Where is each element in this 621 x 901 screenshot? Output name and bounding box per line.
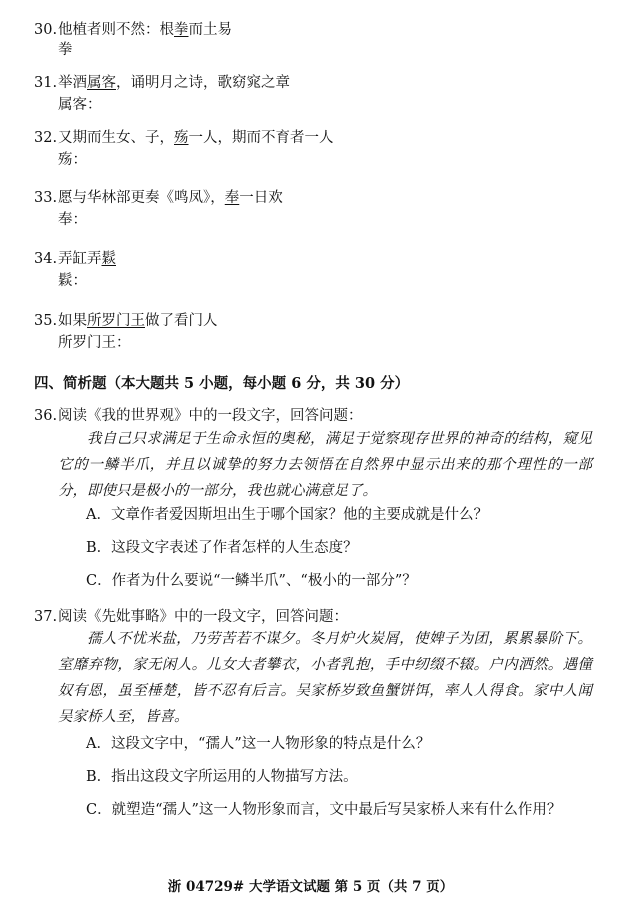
underlined-term: 殇 — [174, 130, 189, 146]
option-b: B．指出这段文字所运用的人物描写方法。 — [86, 769, 358, 785]
question-number: 37. — [34, 609, 58, 625]
question-number: 35. — [34, 313, 58, 329]
reading-passage: 我自己只求满足于生命永恒的奥秘，满足于觉察现存世界的神奇的结构，窥见它的一鳞半爪，并且以诚挚的努力去领悟在自然界中显示出来的那个理性的一部分，即使只是极小的一部分，我也就心满意足了。 — [58, 431, 592, 499]
answer-label: 属客： — [58, 97, 102, 113]
reading-passage: 孺人不忧米盐，乃劳苦若不谋夕。冬月炉火炭屑，使婢子为团，累累暴阶下。室靡弃物，家无闲人。儿女大者攀衣，小者乳抱，手中纫缀不辍。户内洒然。遇僮奴有恩，虽至棰楚，皆不忍有后言。吴家桥岁致鱼蟹饼饵，率人人得食。家中人闻吴家桥人至，皆喜。 — [58, 631, 592, 725]
option-a: A．这段文字中，“孺人”这一人物形象的特点是什么？ — [86, 736, 431, 752]
question-36 — [34, 407, 363, 425]
answer-label: 拳 — [58, 42, 73, 58]
question-number: 32. — [34, 130, 58, 146]
question-number: 30. — [34, 22, 58, 38]
question-prompt: 阅读《我的世界观》中的一段文字，回答问题： — [58, 408, 363, 424]
answer-label: 奉： — [58, 212, 87, 228]
underlined-term: 属客 — [87, 75, 116, 91]
underlined-term: 鬏 — [101, 251, 116, 267]
question-number: 33. — [34, 190, 58, 206]
underlined-term: 奉 — [224, 190, 240, 206]
underlined-term: 拳 — [174, 22, 189, 38]
question-37 — [34, 608, 348, 626]
question-30: 30.他植者则不然：根拳而土易 — [34, 22, 232, 38]
question-number: 31. — [34, 75, 58, 91]
answer-label: 鬏： — [58, 273, 87, 289]
option-a: A．文章作者爱因斯坦出生于哪个国家？他的主要成就是什么？ — [86, 507, 488, 523]
question-32: 32.又期而生女、子，殇一人，期而不育者一人 — [34, 130, 334, 146]
option-b: B．这段文字表述了作者怎样的人生态度？ — [86, 540, 358, 556]
option-c: C．就塑造“孺人”这一人物形象而言，文中最后写吴家桥人来有什么作用？ — [86, 802, 562, 818]
question-31: 31.举酒属客，诵明月之诗，歌窈窕之章 — [34, 75, 290, 91]
question-number: 34. — [34, 251, 58, 267]
underlined-term: 所罗门王 — [87, 313, 145, 329]
answer-label: 殇： — [58, 152, 87, 168]
page-footer: 浙 04729# 大学语文试题 第 5 页（共 7 页） — [167, 879, 454, 895]
question-33: 33.愿与华林部更奏《鸣凤》，奉一日欢 — [34, 190, 283, 206]
option-c: C．作者为什么要说“一鳞半爪”、“极小的一部分”？ — [86, 573, 417, 589]
question-35: 35.如果所罗门王做了看门人 — [34, 313, 218, 329]
question-number: 36. — [34, 408, 58, 424]
question-34: 34.弄缸弄鬏 — [34, 251, 116, 267]
question-prompt: 阅读《先妣事略》中的一段文字，回答问题： — [58, 609, 348, 625]
answer-label: 所罗门王： — [58, 335, 131, 351]
section-heading: 四、简析题（本大题共 5 小题，每小题 6 分，共 30 分） — [34, 375, 410, 392]
